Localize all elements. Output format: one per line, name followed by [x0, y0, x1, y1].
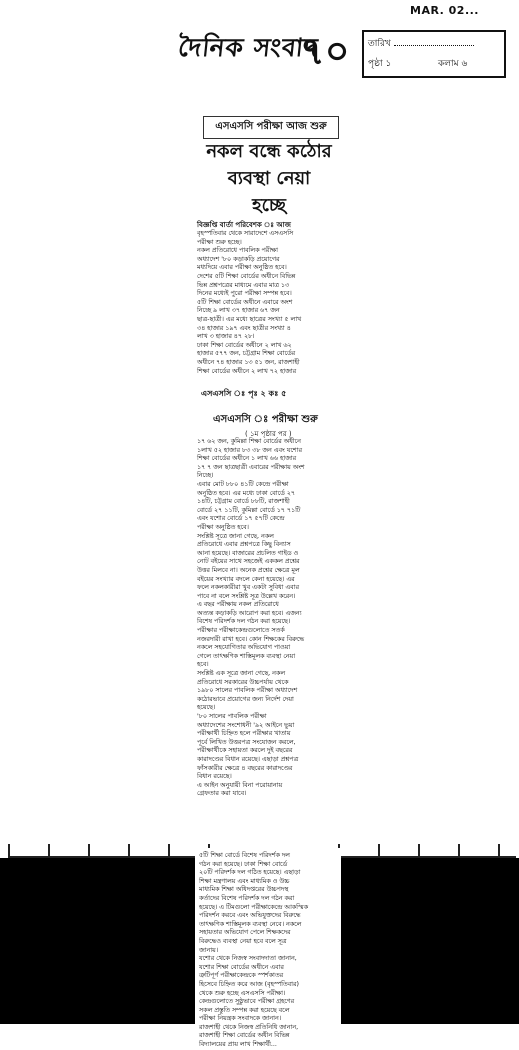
- continuation-heading: এসএসসি ঃ পরীক্ষা শুরু: [213, 414, 318, 425]
- article-body-part-1: বৃহস্পতিবার থেকে সারাদেশে এসএসসি পরীক্ষা শুরু হচ্ছে। নকল প্রতিরোধে পাবলিক পরীক্ষা অধ্যাদেশ '৮০ কড়াকড়ি প্রয়োগের মধ্যদিয়ে এবার পরীক্ষা অনুষ্ঠিত হবে। দেশের ৫টি শিক্ষা বোর্ডের অধীনে বিভিন্ন ভিন্ন প্রশ্নপত্রের মাধ্যমে এবার মাত্র ১৩ দিনের মধ্যেই পুরো পরীক্ষা সম্পন্ন হবে। ৫টি শিক্ষা বোর্ডের অধীনে এবারে অংশ নিচ্ছে ৯ লাখ ৩৭ হাজার ৬৭ জন ছাত্র-ছাত্রী। এর মধ্যে ছাত্রের সংখ্যা ৫ লাখ ৩৪ হাজার ১৯৭ এবং ছাত্রীর সংখ্যা ৪ লাখ ৩ হাজার ৪৭ ২৮। ঢাকা শিক্ষা বোর্ডের অধীনে ২ লাখ ৬২ হাজার ৫৭৭ জন, চট্টগ্রাম শিক্ষা বোর্ডের অধীনে ৭৪ হাজার ১৩ ৫১ জন, রাজশাহী শিক্ষা বোর্ডের অধীনে ২ লাখ ৭২ হাজার: [197, 230, 302, 375]
- headline-line-2: ব্যবস্থা নেয়া: [227, 168, 311, 189]
- headline-line-3: হচ্ছে: [252, 195, 286, 216]
- archive-date-stamp: MAR. 02...: [410, 4, 479, 17]
- kicker: এসএসসি পরীক্ষা আজ শুরু: [203, 116, 339, 139]
- page-value: ১: [385, 59, 392, 69]
- date-page-stamp: [362, 30, 506, 78]
- article-body-part-3: ৫টি শিক্ষা বোর্ডে বিশেষ পরিদর্শক দল গঠন করা হয়েছে। ঢাকা শিক্ষা বোর্ডে ২০টি পরিদর্শক দল গঠিত হয়েছে। এছাড়া শিক্ষা মন্ত্রণালয় এবং মাধ্যমিক ও উচ্চ মাধ্যমিক শিক্ষা অধিদপ্তরের উচ্চপদস্থ কর্তাদের বিশেষ পরিদর্শক দল গঠন করা হয়েছে। এ টিমগুলো পরীক্ষাকেন্দ্রে আকস্মিক পরিদর্শন করবে এবং অভিযুক্তদের বিরুদ্ধে তাৎক্ষণিক শাস্তিমূলক ব্যবস্থা নেবে। নকলে সহায়তার অভিযোগ পেলে শিক্ষকদের বিরুদ্ধেও ব্যবস্থা নেয়া হবে বলে সূত্র জানায়। যশোর থেকে নিজস্ব সংবাদদাতা জানান, যশোর শিক্ষা বোর্ডের অধীনে এবার ত্রুটিপূর্ণ পরীক্ষাকেন্দ্রকে স্পর্শকাতর হিসেবে চিহ্নিত করে আজ (বৃহস্পতিবার) থেকে শুরু হচ্ছে এসএসসি পরীক্ষা। কেন্দ্রগুলোতে সুষ্ঠুভাবে পরীক্ষা গ্রহণের সকল প্রস্তুতি সম্পন্ন করা হয়েছে বলে পরীক্ষা নিয়ন্ত্রক সংবাদকে জানান। রাজশাহী থেকে নিজস্ব প্রতিনিধি জানান, রাজশাহী শিক্ষা বোর্ডের অধীন বিভিন্ন বিদ্যালয়ের প্রায় লাখ শিক্ষার্থী...: [199, 852, 308, 1049]
- clipping-continuation-strip: [195, 848, 341, 1049]
- continuation-subheading: ( ১ম পৃষ্ঠার পর ): [245, 430, 292, 438]
- byline: বিজ্ঞপ্তি বার্তা পরিবেশক ঃ আজ: [197, 221, 291, 229]
- article-body-part-2: ১৭ ৬২ জন, কুমিল্লা শিক্ষা বোর্ডের অধীনে ১লাখ ৫২ হাজার ৮৩ ৩৮ জন এবং যশোর শিক্ষা বোর্ডের অধীনে ১ লাখ ৬৬ হাজার ১৭ ৭ জন ছাত্রছাত্রী এবারের পরীক্ষায় অংশ নিচ্ছে। এবার মোট ৮৮০ ৪১টি কেন্দ্রে পরীক্ষা অনুষ্ঠিত হবে। এর মধ্যে ঢাকা বোর্ডে ২৭ ১৪টি, চট্টগ্রাম বোর্ডে ৮৮টি, রাজশাহী বোর্ডে ২৭ ১১টি, কুমিল্লা বোর্ডে ১৭ ৭১টি এবং যশোর বোর্ডে ১৭ ৫৭টি কেন্দ্রে পরীক্ষা অনুষ্ঠিত হবে। সংশ্লিষ্ট সূত্রে জানা গেছে, নকল প্রতিরোধে এবার প্রশ্নপত্রে কিছু বিন্যাস আনা হয়েছে। বাজারের প্রচলিত গাইড ও নোট বইয়ের সাথে সহজেই এককল প্রশ্নের উত্তর মিলবে না। অনেক প্রশ্নের ক্ষেত্রে মূল বইয়ের সংখ্যার বদলে কেনা হয়েছে। এর ফলে নকলকারীরা খুব একটা সুবিধা এবার পাবে না বলে সংশ্লিষ্ট সূত্র উল্লেখ করেন। এ বছর পরীক্ষায় নকল প্রতিরোধে অত্যন্ত কড়াকড়ি আরোপ করা হবে। এজন্য বিশেষ পরিদর্শক দল গঠন করা হয়েছে। পরীক্ষার পরীক্ষাকেন্দ্রগুলোতে সতর্ক নজরদারী রাখা হবে। কোন শিক্ষকের বিরুদ্ধে নকলে সহযোগিতার অভিযোগ পাওয়া গেলে তাৎক্ষণিক শাস্তিমূলক ব্যবস্থা নেয়া হবে। সংশ্লিষ্ট এক সূত্রে জানা গেছে, নকল প্রতিরোধে সরকারের উচ্চপর্যায় থেকে ১৯৮০ সালের পাবলিক পরীক্ষা অধ্যাদেশ কঠোরভাবে প্রয়োগের জন্য নির্দেশ দেয়া হয়েছে। '৮০ সালের পাবলিক পরীক্ষা অধ্যাদেশের সংশোধনী '৯২ আইনে ভুয়া পরীক্ষার্থী চিহ্নিত হলে পরীক্ষার খাতায় পূর্বে লিখিত উত্তরপত্র সংযোজন করলে, পরীক্ষার্থীকে সহায়তা করলে দুই বছরের কারাদণ্ডের বিধান রয়েছে। এছাড়া প্রশ্নপত্র ফাঁসকারীর ক্ষেত্রে ৪ বছরের কারাদণ্ডের বিধান রয়েছে। এ আইন অনুযায়ী বিনা পরোয়ানায় গ্রেফতার করা যাবে।: [197, 438, 305, 798]
- headline-line-1: নকল বন্ধে কঠোর: [206, 141, 332, 162]
- headline: [193, 138, 345, 219]
- date-label: তারিখ: [368, 39, 391, 49]
- column-label: কলাম: [438, 59, 459, 69]
- jump-line: এসএসসি ঃ পৃঃ ২ কঃ ৫: [201, 389, 287, 398]
- newspaper-masthead: [178, 22, 356, 82]
- paper-number: ৭০: [300, 28, 350, 73]
- column-value: ৬: [461, 59, 468, 69]
- paper-name: দৈনিক সংবাদ: [176, 33, 320, 62]
- page-label: পৃষ্ঠা: [368, 59, 383, 69]
